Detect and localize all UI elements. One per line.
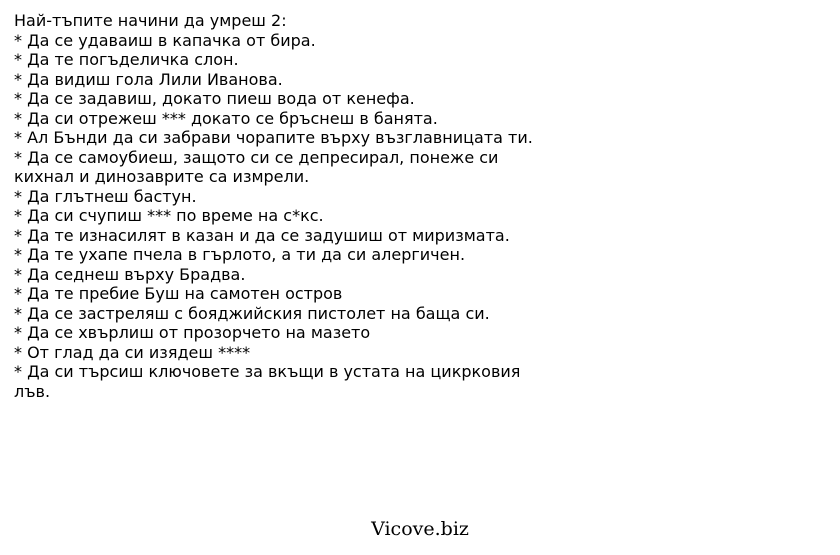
site-watermark: Vicove.biz — [371, 518, 469, 540]
joke-line: * Да видиш гола Лили Иванова. — [14, 69, 283, 89]
joke-line: * Да си счупиш *** по време на с*кс. — [14, 206, 324, 225]
joke-line: * Да седнеш върху Брадва. — [14, 264, 246, 284]
joke-line: * Да си търсиш ключовете за вкъщи в устата на цикрковия — [14, 362, 521, 381]
joke-line: * Да се застреляш с бояджийския пистолет на баща си. — [14, 303, 490, 323]
joke-text — [14, 11, 554, 401]
joke-line: * Да глътнеш бастун. — [14, 186, 197, 206]
joke-line: * Да те изнасилят в казан и да се задушиш от миризмата. — [14, 225, 510, 245]
joke-line: кихнал и динозаврите са измрели. — [14, 167, 310, 186]
joke-line: * Ал Бънди да си забрави чорапите върху възглавницата ти. — [14, 128, 533, 147]
joke-line: * Да те погъделичка слон. — [14, 50, 239, 69]
joke-line: * Да се хвърлиш от прозорчето на мазето — [14, 323, 371, 342]
joke-line: лъв. — [14, 381, 51, 401]
joke-line: * Да се задавиш, докато пиеш вода от кенефа. — [14, 89, 415, 108]
joke-line: * Да те ухапе пчела в гърлото, а ти да си алергичен. — [14, 245, 466, 264]
joke-line: * От глад да си изядеш **** — [14, 342, 251, 362]
joke-line: * Да те пребие Буш на самотен остров — [14, 284, 343, 303]
joke-title: Най-тъпите начини да умреш 2: — [14, 11, 287, 30]
joke-line: * Да се самоубиеш, защото си се депресирал, понеже си — [14, 147, 499, 167]
joke-line: * Да си отрежеш *** докато се бръснеш в банята. — [14, 108, 438, 128]
joke-line: * Да се удаваиш в капачка от бира. — [14, 30, 316, 50]
